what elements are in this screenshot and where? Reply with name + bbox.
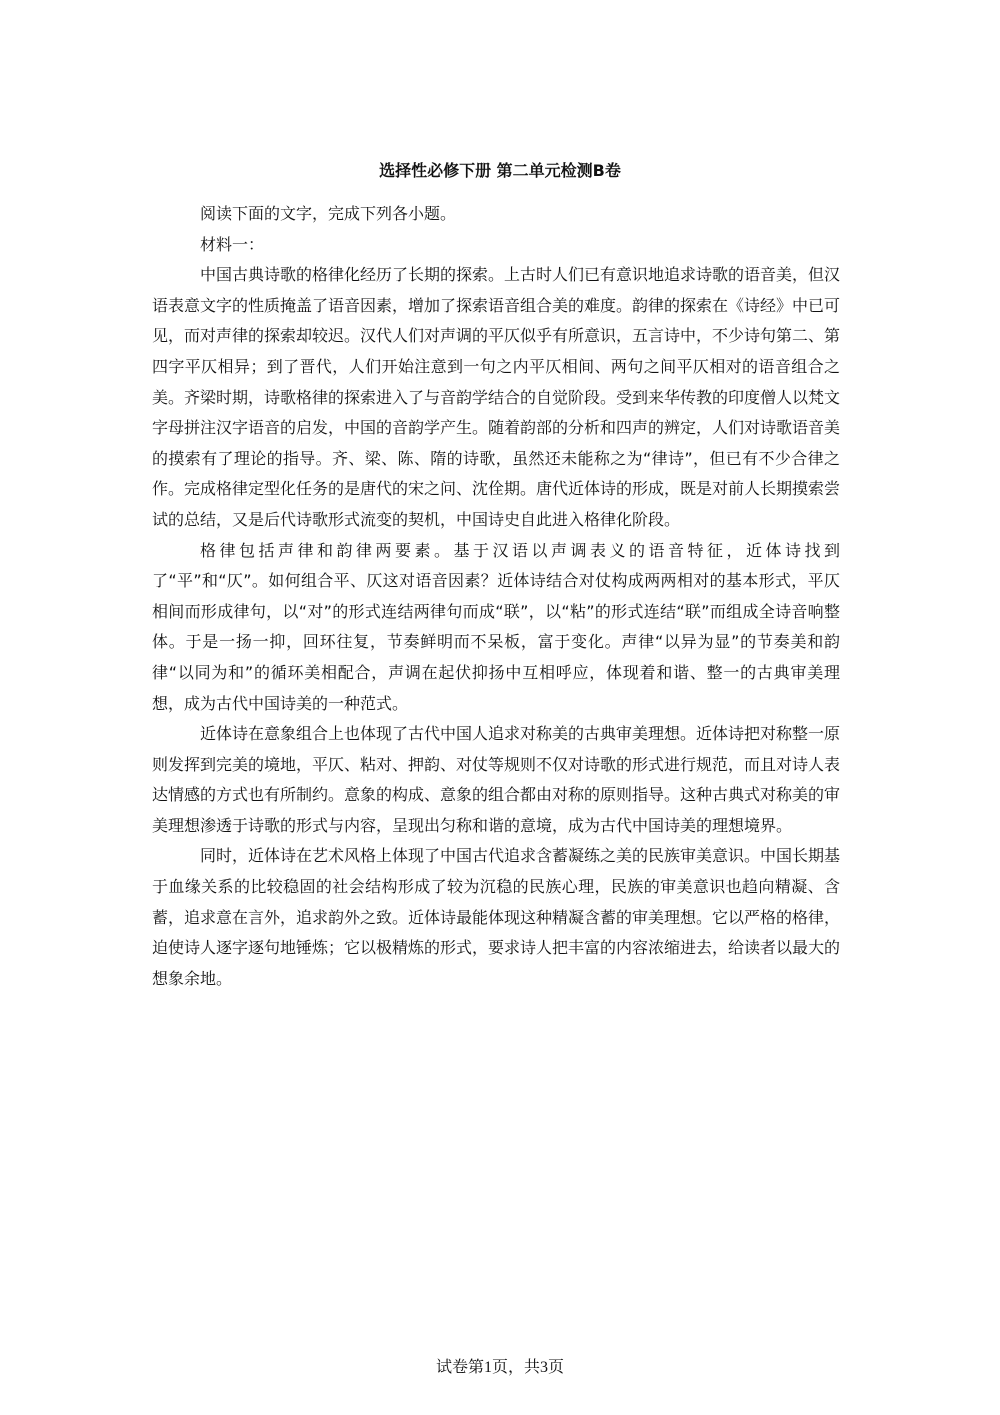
body-paragraph: 中国古典诗歌的格律化经历了长期的探索。上古时人们已有意识地追求诗歌的语音美，但汉语表意文字的性质掩盖了语音因素，增加了探索语音组合美的难度。韵律的探索在《诗经》中已可见，而对声律的探索却较迟。汉代人们对声调的平仄似乎有所意识，五言诗中，不少诗句第二、第四字平仄相异；到了晋代，人们开始注意到一句之内平仄相间、两句之间平仄相对的语音组合之美。齐梁时期，诗歌格律的探索进入了与音韵学结合的自觉阶段。受到来华传教的印度僧人以梵文字母拼注汉字语音的启发，中国的音韵学产生。随着韵部的分析和四声的辨定，人们对诗歌语音美的摸索有了理论的指导。齐、梁、陈、隋的诗歌，虽然还未能称之为“律诗”，但已有不少合律之作。完成格律定型化任务的是唐代的宋之问、沈佺期。唐代近体诗的形成，既是对前人长期摸索尝试的总结，又是后代诗歌形式流变的契机，中国诗史自此进入格律化阶段。 — [152, 265, 841, 529]
body-paragraph: 格律包括声律和韵律两要素。基于汉语以声调表义的语音特征，近体诗找到了“平”和“仄”。如何组合平、仄这对语音因素？近体诗结合对仗构成两两相对的基本形式，平仄相间而形成律句，以“对”的形式连结两律句而成“联”，以“粘”的形式连结“联”而组成全诗音响整体。于是一扬一抑，回环往复，节奏鲜明而不呆板，富于变化。声律“以异为显”的节奏美和韵律“以同为和”的循环美相配合，声调在起伏抑扬中互相呼应，体现着和谐、整一的古典审美理想，成为古代中国诗美的一种范式。 — [152, 540, 840, 713]
document-body — [152, 199, 840, 994]
instruction-paragraph: 阅读下面的文字，完成下列各小题。 — [200, 204, 457, 223]
body-paragraph: 同时，近体诗在艺术风格上体现了中国古代追求含蓄凝练之美的民族审美意识。中国长期基于血缘关系的比较稳固的社会结构形成了较为沉稳的民族心理，民族的审美意识也趋向精凝、含蓄，追求意在言外，追求韵外之致。近体诗最能体现这种精凝含蓄的审美理想。它以严格的格律，迫使诗人逐字逐句地锤炼；它以极精炼的形式，要求诗人把丰富的内容浓缩进去，给读者以最大的想象余地。 — [152, 846, 841, 988]
material-label: 材料一： — [200, 234, 265, 254]
body-paragraph: 近体诗在意象组合上也体现了古代中国人追求对称美的古典审美理想。近体诗把对称整一原则发挥到完美的境地，平仄、粘对、押韵、对仗等规则不仅对诗歌的形式进行规范，而且对诗人表达情感的方式也有所制约。意象的构成、意象的组合都由对称的原则指导。这种古典式对称美的审美理想渗透于诗歌的形式与内容，呈现出匀称和谐的意境，成为古代中国诗美的理想境界。 — [152, 724, 841, 835]
document-title: 选择性必修下册 第二单元检测B卷 — [379, 161, 621, 180]
page-footer: 试卷第1页，共3页 — [435, 1359, 564, 1376]
